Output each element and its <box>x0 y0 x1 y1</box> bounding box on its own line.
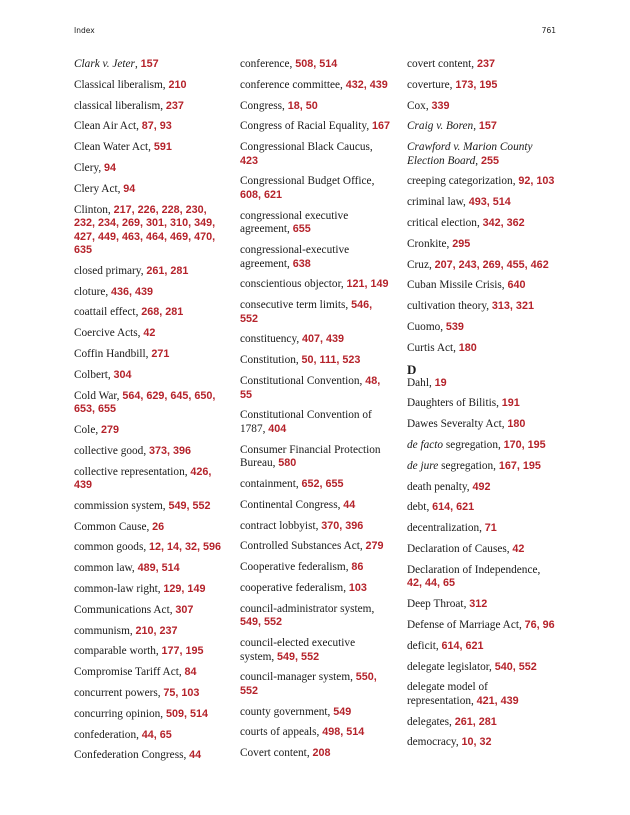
entry-term: Cronkite, <box>407 237 450 250</box>
entry-term: Clark v. Jeter <box>74 58 135 70</box>
entry-term: cloture, <box>74 285 109 298</box>
entry-term: closed primary, <box>74 264 144 277</box>
index-entry <box>407 342 557 356</box>
index-entry <box>240 637 390 664</box>
page-number: 761 <box>541 26 556 35</box>
entry-term: common-law right, <box>74 583 161 596</box>
index-entry <box>74 306 224 320</box>
index-entry <box>240 582 390 596</box>
index-entry <box>240 726 390 740</box>
index-entry <box>240 375 390 402</box>
page-references[interactable]: 493, 514 <box>468 196 511 209</box>
entry-term: Constitutional Convention, <box>240 375 363 388</box>
index-entry <box>407 619 557 633</box>
entry-punctuation: , <box>475 154 479 167</box>
index-entry <box>240 478 390 492</box>
entry-term: criminal law, <box>407 196 466 209</box>
page-references[interactable]: 432, 439 <box>345 78 388 91</box>
entry-term: Cox, <box>407 99 429 112</box>
index-entry <box>407 522 557 536</box>
entry-term: Coffin Handbill, <box>74 348 149 361</box>
entry-term: concurrent powers, <box>74 687 161 700</box>
page-references[interactable]: 170, 195 <box>503 439 546 452</box>
page-references[interactable]: 86 <box>351 561 364 574</box>
section-letter-d: D <box>407 361 417 377</box>
entry-term: Declaration of Causes, <box>407 543 510 556</box>
entry-term: constituency, <box>240 333 300 346</box>
entry-term: Cruz, <box>407 258 432 271</box>
page-references[interactable]: 48, 55 <box>240 375 381 401</box>
page-references[interactable]: 103 <box>348 581 367 594</box>
index-entry <box>240 603 390 630</box>
index-entry <box>240 561 390 575</box>
entry-term: conference committee, <box>240 78 343 91</box>
entry-term: Compromise Tariff Act, <box>74 666 182 679</box>
page-references[interactable]: 92, 103 <box>518 175 555 188</box>
entry-term: Consumer Financial Protection Bureau, <box>240 443 381 470</box>
index-entry <box>74 645 224 659</box>
index-entry <box>74 100 224 114</box>
page-references[interactable]: 26 <box>152 520 165 533</box>
index-entry <box>407 377 557 391</box>
page-references[interactable]: 608, 621 <box>240 188 283 201</box>
index-entry <box>407 196 557 210</box>
page-references[interactable]: 404 <box>268 422 287 435</box>
page-references[interactable]: 339 <box>431 99 450 112</box>
index-column-3 <box>407 58 557 757</box>
entry-term: Clean Air Act, <box>74 120 139 133</box>
entry-term: collective good, <box>74 444 147 457</box>
page-references[interactable]: 342, 362 <box>482 217 525 230</box>
index-entry <box>240 409 390 436</box>
entry-term: deficit, <box>407 639 439 652</box>
entry-term: conference, <box>240 58 293 70</box>
page-references[interactable]: 421, 439 <box>476 694 519 707</box>
index-entry <box>74 604 224 618</box>
entry-term: Defense of Marriage Act, <box>407 618 522 631</box>
page-references[interactable]: 652, 655 <box>301 477 344 490</box>
index-entry <box>407 716 557 730</box>
entry-term: delegate model of representation, <box>407 681 488 707</box>
index-entry <box>240 278 390 292</box>
entry-term: Daughters of Bilitis, <box>407 397 499 410</box>
page-references[interactable]: 549, 552 <box>277 650 320 663</box>
index-entry <box>74 120 224 134</box>
page-references[interactable]: 580 <box>278 457 297 470</box>
page-references[interactable]: 173, 195 <box>455 78 498 91</box>
page-references[interactable]: 509, 514 <box>165 707 208 720</box>
entry-punctuation: , <box>134 58 138 70</box>
page-references[interactable]: 546, 552 <box>240 299 373 325</box>
index-entry <box>240 354 390 368</box>
page-references[interactable]: 94 <box>104 161 117 174</box>
page-references[interactable]: 591 <box>153 141 172 154</box>
index-entry <box>407 175 557 189</box>
page-references[interactable]: 313, 321 <box>491 300 534 313</box>
index-entry <box>74 265 224 279</box>
entry-term: containment, <box>240 477 299 490</box>
page-references[interactable]: 121, 149 <box>346 278 389 291</box>
page-references[interactable]: 207, 243, 269, 455, 462 <box>434 258 549 271</box>
index-entry <box>240 244 390 271</box>
page-references[interactable]: 76, 96 <box>524 618 555 631</box>
page-references[interactable]: 436, 439 <box>111 285 154 298</box>
index-entry <box>240 671 390 698</box>
index-entry <box>74 625 224 639</box>
entry-term: creeping categorization, <box>407 175 516 188</box>
page-references[interactable]: 210, 237 <box>135 624 178 637</box>
index-entry <box>407 58 557 72</box>
index-entry <box>74 286 224 300</box>
index-entry <box>74 348 224 362</box>
page-references[interactable]: 304 <box>113 368 132 381</box>
page-references[interactable]: 261, 281 <box>146 264 189 277</box>
index-entry <box>240 210 390 237</box>
entry-term: death penalty, <box>407 480 470 493</box>
index-entry <box>240 444 390 471</box>
page-references[interactable]: 655 <box>292 223 311 236</box>
entry-term: classical liberalism, <box>74 99 164 112</box>
index-entry <box>74 183 224 197</box>
entry-term: Crawford v. Marion County Election Board <box>407 141 533 167</box>
entry-term: Controlled Substances Act, <box>240 540 363 553</box>
index-entry <box>74 390 224 417</box>
page-references[interactable]: 237 <box>476 58 495 70</box>
entry-term: delegate legislator, <box>407 660 492 673</box>
page-references[interactable]: 640 <box>507 279 526 292</box>
page-references[interactable]: 638 <box>292 257 311 270</box>
entry-term: contract lobbyist, <box>240 519 319 532</box>
index-entry <box>407 460 557 474</box>
page-references[interactable]: 84 <box>184 666 197 679</box>
page-references[interactable]: 94 <box>123 182 136 195</box>
entry-term: common goods, <box>74 541 147 554</box>
entry-term: Clery, <box>74 161 102 174</box>
page-references[interactable]: 492 <box>472 480 491 493</box>
entry-term: Craig v. Boren <box>407 120 474 133</box>
index-entry <box>74 58 224 72</box>
index-entry <box>407 501 557 515</box>
index-entry <box>240 120 390 134</box>
entry-term: common law, <box>74 562 135 575</box>
index-entry <box>240 79 390 93</box>
page-references[interactable]: 295 <box>452 237 471 250</box>
entry-term: consecutive term limits, <box>240 299 349 312</box>
index-entry <box>74 500 224 514</box>
index-entry <box>74 424 224 438</box>
page-references[interactable]: 44 <box>343 498 356 511</box>
index-entry <box>407 481 557 495</box>
page-references[interactable]: 44, 65 <box>141 728 172 741</box>
page-references[interactable]: 564, 629, 645, 650, 653, 655 <box>74 389 216 416</box>
entry-term: Cuomo, <box>407 321 444 334</box>
index-entry <box>407 79 557 93</box>
entry-term: segregation, <box>443 439 501 452</box>
index-entry <box>74 141 224 155</box>
index-entry <box>240 175 390 202</box>
index-entry <box>407 120 557 134</box>
page-references[interactable]: 261, 281 <box>454 715 497 728</box>
index-entry <box>407 279 557 293</box>
page-references[interactable]: 180 <box>507 418 526 431</box>
page-references[interactable]: 18, 50 <box>287 99 318 112</box>
page-references[interactable]: 177, 195 <box>161 645 204 658</box>
entry-term: Cooperative federalism, <box>240 561 349 574</box>
page-references[interactable]: 423 <box>240 154 259 167</box>
index-entry <box>407 640 557 654</box>
index-entry <box>407 300 557 314</box>
index-entry <box>74 729 224 743</box>
entry-term: Constitution, <box>240 354 299 367</box>
index-entry <box>407 661 557 675</box>
index-entry <box>74 445 224 459</box>
page-references[interactable]: 237 <box>165 99 184 112</box>
page-references[interactable]: 191 <box>501 397 520 410</box>
entry-term: Congressional Budget Office, <box>240 175 375 188</box>
index-entry <box>74 666 224 680</box>
index-entry <box>407 418 557 432</box>
entry-term: communism, <box>74 624 133 637</box>
index-entry <box>407 238 557 252</box>
page-references[interactable]: 75, 103 <box>163 687 200 700</box>
page-references[interactable]: 42 <box>512 543 525 556</box>
entry-term: Clinton, <box>74 203 111 216</box>
index-entry <box>74 79 224 93</box>
index-entry <box>240 141 390 168</box>
entry-term: Congress, <box>240 99 285 112</box>
index-entry <box>407 439 557 453</box>
index-entry <box>407 100 557 114</box>
page-references[interactable]: 12, 14, 32, 596 <box>149 541 222 554</box>
entry-term: county government, <box>240 705 331 718</box>
index-entry <box>407 141 557 168</box>
page-references[interactable]: 71 <box>484 522 497 535</box>
entry-term: covert content, <box>407 58 475 70</box>
index-entry <box>240 520 390 534</box>
page-references[interactable]: 268, 281 <box>141 306 184 319</box>
entry-term: cultivation theory, <box>407 300 490 313</box>
page-references[interactable]: 307 <box>175 603 194 616</box>
entry-term: confederation, <box>74 728 139 741</box>
page-references[interactable]: 271 <box>151 348 170 361</box>
index-entry <box>74 562 224 576</box>
entry-term: Constitutional Convention of 1787, <box>240 409 372 435</box>
entry-term: Classical liberalism, <box>74 78 166 91</box>
page-references[interactable]: 19 <box>434 376 447 389</box>
entry-term: critical election, <box>407 217 480 230</box>
page-references[interactable]: 255 <box>480 154 499 167</box>
page-references[interactable]: 129, 149 <box>163 583 206 596</box>
entry-term: debt, <box>407 501 430 514</box>
index-entry <box>407 217 557 231</box>
index-entry <box>74 369 224 383</box>
entry-term: Cole, <box>74 423 99 436</box>
page-references[interactable]: 50, 111, 523 <box>301 354 361 367</box>
index-entry <box>74 327 224 341</box>
entry-term: commission system, <box>74 499 166 512</box>
page-references[interactable]: 217, 226, 228, 230, 232, 234, 269, 301, 310, 349, 427, 449, 463, 464, 469, 470, 635 <box>74 203 216 257</box>
running-header: Index <box>74 26 95 35</box>
index-entry <box>407 321 557 335</box>
entry-term: Clean Water Act, <box>74 141 151 154</box>
index-entry <box>240 58 390 72</box>
page-references[interactable]: 279 <box>101 423 120 436</box>
entry-term: Congressional Black Caucus, <box>240 141 373 154</box>
page-references[interactable]: 157 <box>478 120 497 133</box>
page-references[interactable]: 549, 552 <box>168 499 211 512</box>
entry-term: Confederation Congress, <box>74 749 187 762</box>
entry-term: courts of appeals, <box>240 726 320 739</box>
entry-term: Curtis Act, <box>407 341 456 354</box>
page-references[interactable]: 549, 552 <box>240 616 283 629</box>
entry-term: Deep Throat, <box>407 598 467 611</box>
page-references[interactable]: 498, 514 <box>322 726 365 739</box>
entry-term: Colbert, <box>74 368 111 381</box>
index-entry <box>407 598 557 612</box>
entry-term: congressional-executive agreement, <box>240 244 350 270</box>
index-entry <box>407 681 557 708</box>
page-references[interactable]: 44 <box>189 749 202 762</box>
entry-punctuation: , <box>473 120 477 133</box>
entry-term: decentralization, <box>407 522 482 535</box>
index-column-2 <box>240 58 390 768</box>
page-references[interactable]: 370, 396 <box>321 519 364 532</box>
index-entry <box>240 100 390 114</box>
page-references[interactable]: 87, 93 <box>141 120 172 133</box>
entry-term: coverture, <box>407 78 453 91</box>
entry-term: Continental Congress, <box>240 498 341 511</box>
entry-term: council-elected executive system, <box>240 637 356 663</box>
index-entry <box>240 299 390 326</box>
index-entry <box>74 466 224 493</box>
page-references[interactable]: 489, 514 <box>137 562 180 575</box>
entry-term: Dawes Severalty Act, <box>407 418 505 431</box>
entry-term: council-manager system, <box>240 671 353 684</box>
index-entry <box>74 749 224 763</box>
page-references[interactable]: 42, 44, 65 <box>407 577 456 590</box>
entry-term: Clery Act, <box>74 182 121 195</box>
page-references[interactable]: 407, 439 <box>302 333 345 346</box>
page-references[interactable]: 279 <box>365 540 384 553</box>
page-references[interactable]: 614, 621 <box>432 501 475 514</box>
page-references[interactable]: 157 <box>140 58 159 70</box>
entry-term: Coercive Acts, <box>74 327 141 340</box>
entry-term: Communications Act, <box>74 603 173 616</box>
page-references[interactable]: 167 <box>371 120 390 133</box>
page-references[interactable]: 540, 552 <box>494 660 537 673</box>
page-references[interactable]: 550, 552 <box>240 671 377 697</box>
index-entry <box>407 259 557 273</box>
page-references[interactable]: 208 <box>312 747 331 760</box>
index-entry <box>407 736 557 750</box>
index-entry <box>74 583 224 597</box>
index-entry <box>407 397 557 411</box>
page-references[interactable]: 10, 32 <box>461 736 492 749</box>
entry-term: concurring opinion, <box>74 707 164 720</box>
entry-term: Congress of Racial Equality, <box>240 120 370 133</box>
page-references[interactable]: 614, 621 <box>441 639 484 652</box>
index-entry <box>240 333 390 347</box>
entry-term: Cuban Missile Crisis, <box>407 279 505 292</box>
entry-term: comparable worth, <box>74 645 159 658</box>
index-group-d <box>407 377 557 750</box>
index-entry <box>74 708 224 722</box>
page-references[interactable]: 180 <box>458 341 477 354</box>
entry-term-italic: de jure <box>407 459 439 472</box>
index-group-c <box>407 58 557 355</box>
page-references[interactable]: 373, 396 <box>148 444 192 457</box>
index-entry <box>74 162 224 176</box>
entry-term: segregation, <box>438 459 496 472</box>
index-entry <box>74 204 224 258</box>
index-entry <box>407 564 557 591</box>
page-references[interactable]: 549 <box>333 705 352 718</box>
index-entry <box>74 541 224 555</box>
page-references[interactable]: 42 <box>143 327 156 340</box>
index-entry <box>240 706 390 720</box>
page-references[interactable]: 210 <box>168 78 187 91</box>
page-references[interactable]: 167, 195 <box>498 459 541 472</box>
entry-term: democracy, <box>407 736 459 749</box>
index-entry <box>240 540 390 554</box>
entry-term: Cold War, <box>74 389 120 402</box>
entry-term-italic: de facto <box>407 439 444 452</box>
entry-term: congressional executive agreement, <box>240 209 349 236</box>
index-entry <box>240 747 390 761</box>
index-entry <box>407 543 557 557</box>
index-entry <box>74 687 224 701</box>
entry-term: cooperative federalism, <box>240 581 347 594</box>
entry-term: Declaration of Independence, <box>407 563 541 576</box>
page-references[interactable]: 508, 514 <box>295 58 338 70</box>
page-references[interactable]: 539 <box>445 321 464 334</box>
entry-term: council-administrator system, <box>240 602 375 615</box>
entry-term: collective representation, <box>74 465 188 478</box>
entry-term: coattail effect, <box>74 306 139 319</box>
page-references[interactable]: 426, 439 <box>74 465 212 492</box>
index-column-1 <box>74 58 224 770</box>
entry-term: delegates, <box>407 715 452 728</box>
index-entry <box>74 521 224 535</box>
entry-term: conscientious objector, <box>240 278 344 291</box>
page-references[interactable]: 312 <box>469 598 488 611</box>
index-entry <box>240 499 390 513</box>
entry-term: Dahl, <box>407 376 432 389</box>
entry-term: Covert content, <box>240 747 310 760</box>
entry-term: Common Cause, <box>74 520 150 533</box>
